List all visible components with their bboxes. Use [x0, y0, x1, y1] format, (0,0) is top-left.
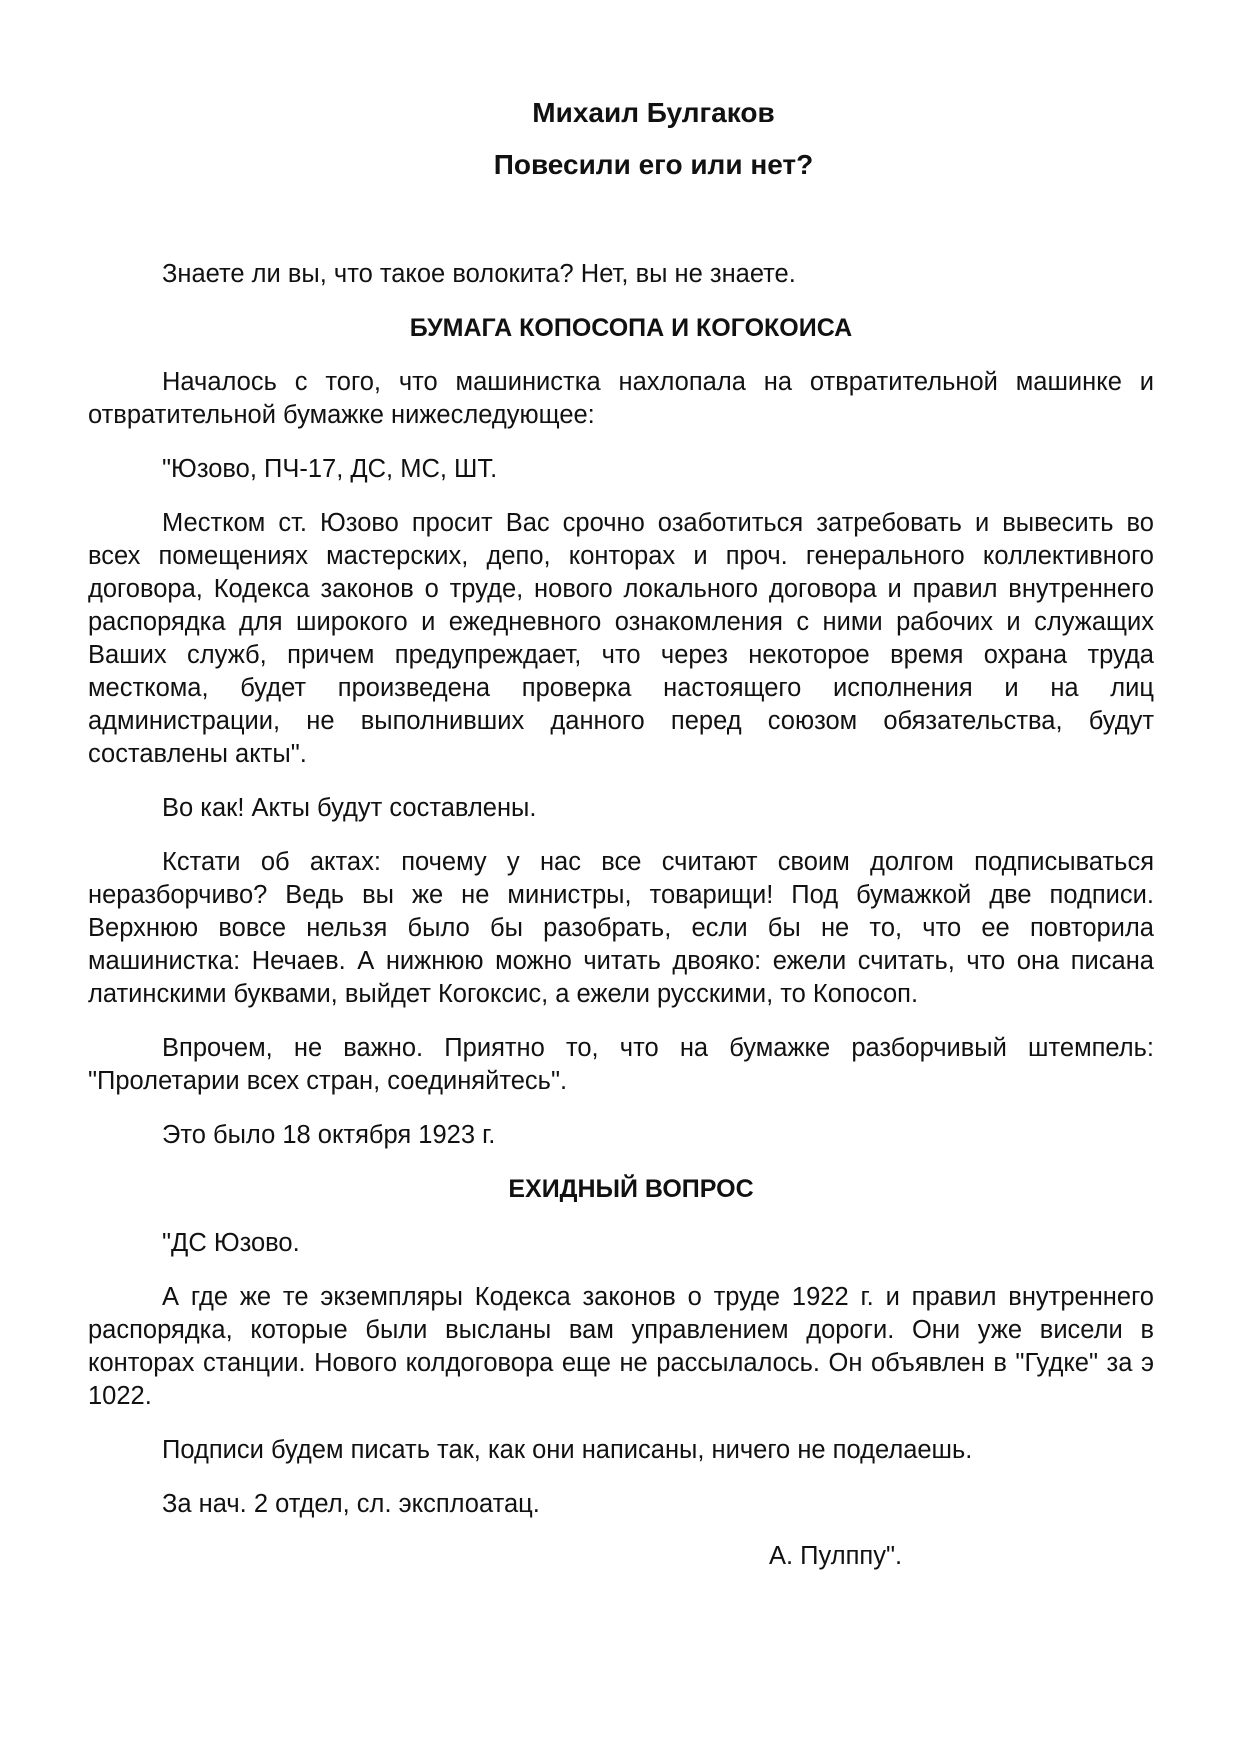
paragraph: Подписи будем писать так, как они написаны, ничего не поделаешь. — [162, 1436, 973, 1464]
paragraph: Впрочем, не важно. Приятно то, что на бумажке разборчивый штемпель: "Пролетарии всех стран, соединяйтесь". — [88, 1034, 1154, 1095]
story-title: Повесили его или нет? — [493, 149, 814, 180]
paragraph: Во как! Акты будут составлены. — [162, 794, 537, 822]
paragraph: А где же те экземпляры Кодекса законов о труде 1922 г. и правил внутреннего распорядка, которые были высланы вам управлением дороги. Они уже висели в конторах станции. Нового колдоговора еще не рассылалось. Он объявлен в "Гудке" за э 1022. — [88, 1283, 1154, 1410]
signature-line: А. Пулппу". — [769, 1542, 903, 1570]
paragraph: "Юзово, ПЧ-17, ДС, МС, ШТ. — [162, 455, 498, 483]
paragraph: Местком ст. Юзово просит Вас срочно озаботиться затребовать и вывесить во всех помещениях мастерских, депо, конторах и проч. генерального коллективного договора, Кодекса законов о труде, нового локального договора и правил внутреннего распорядка для широкого и ежедневного ознакомления с ними рабочих и служащих Ваших служб, причем предупреждает, что через некоторое время охрана труда месткома, будет произведена проверка настоящего исполнения и на лиц администрации, не выполнивших данного перед союзом обязательства, будут составлены акты". — [88, 509, 1154, 768]
paragraph: Кстати об актах: почему у нас все считают своим долгом подписываться неразборчиво? Ведь вы же не министры, товарищи! Под бумажкой две подписи. Верхнюю вовсе нельзя было бы разобрать, если бы не то, что ее повторила машинистка: Нечаев. А нижнюю можно читать двояко: ежели считать, что она писана латинскими буквами, выйдет Когоксис, а ежели русскими, то Копосоп. — [88, 848, 1154, 1008]
author-name: Михаил Булгаков — [532, 97, 775, 128]
paragraph: Это было 18 октября 1923 г. — [162, 1121, 496, 1149]
section-heading-2: ЕХИДНЫЙ ВОПРОС — [508, 1175, 754, 1203]
paragraph: Началось с того, что машинистка нахлопала на отвратительной машинке и отвратительной бумажке нижеследующее: — [88, 368, 1154, 429]
section-heading-1: БУМАГА КОПОСОПА И КОГОКОИСА — [409, 314, 853, 342]
paragraph: "ДС Юзово. — [162, 1229, 300, 1257]
intro-paragraph: Знаете ли вы, что такое волокита? Нет, вы не знаете. — [162, 260, 796, 288]
document-body — [88, 96, 1154, 1573]
paragraph: За нач. 2 отдел, сл. эксплоатац. — [162, 1490, 540, 1518]
